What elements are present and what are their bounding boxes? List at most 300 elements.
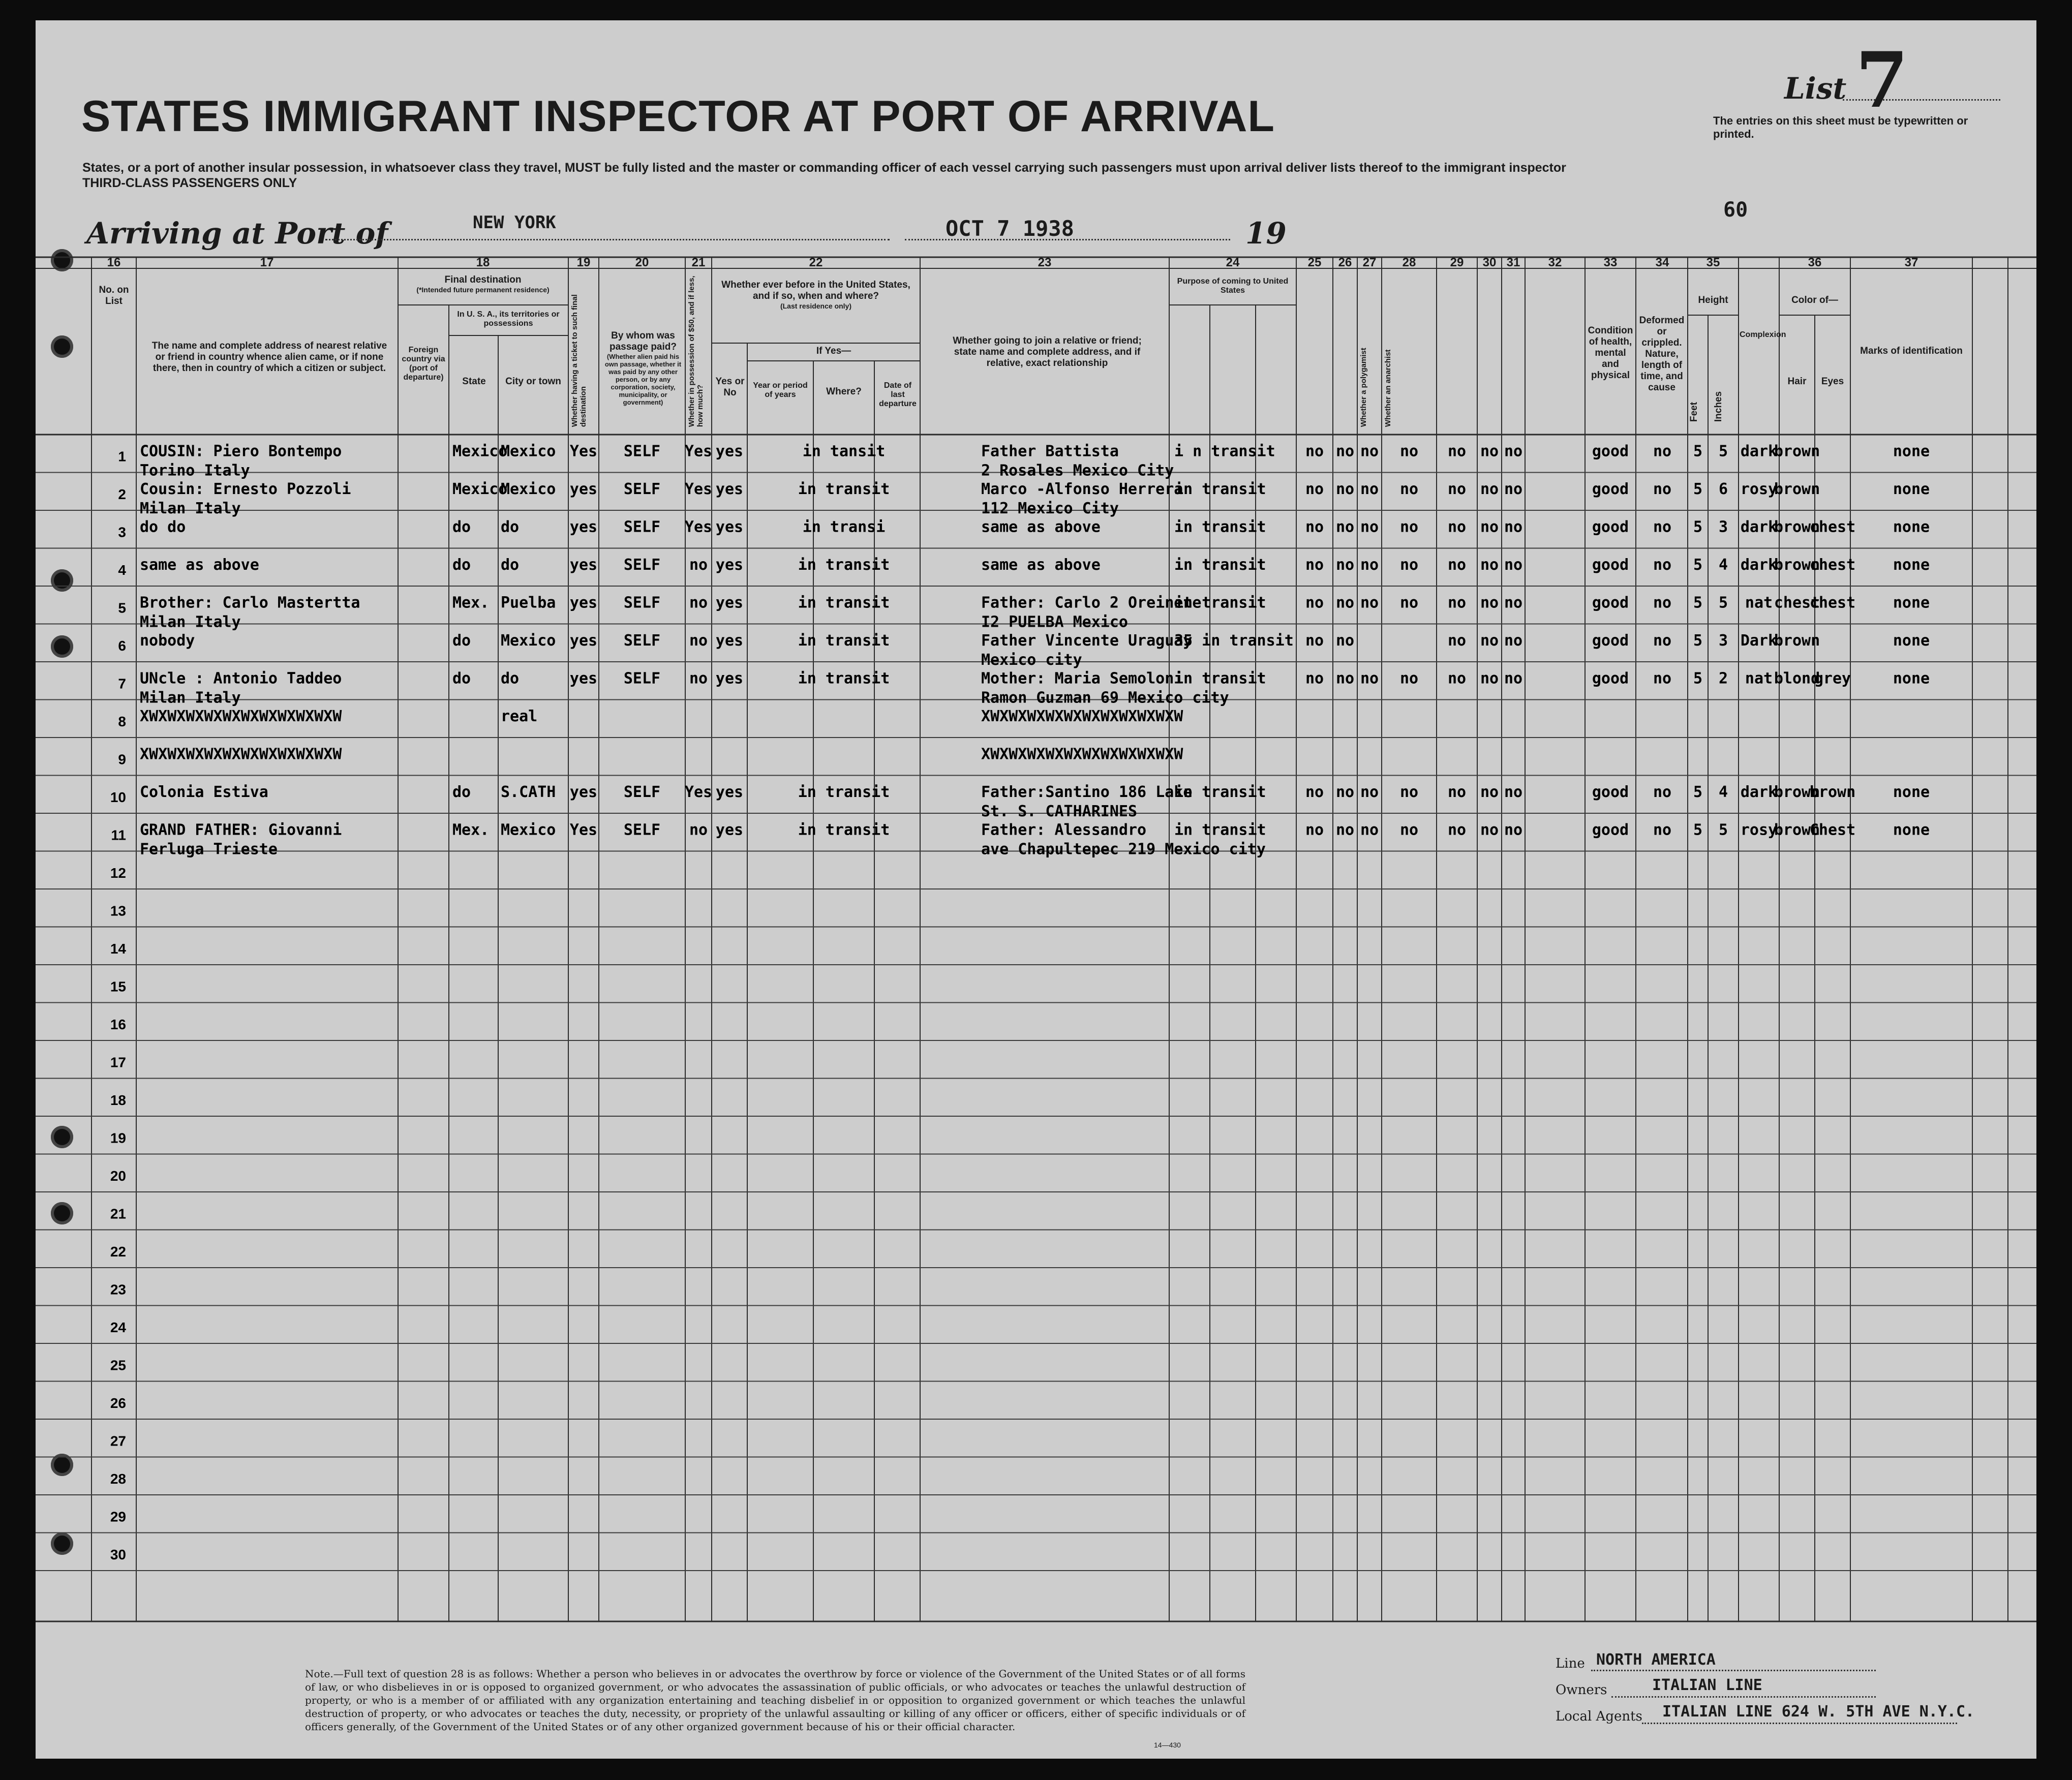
cell-c27: no [1360, 480, 1379, 498]
cell-joining: Father: Alessandro [981, 821, 1147, 839]
header-hair: Hair [1787, 376, 1807, 387]
cell-hair: brown [1774, 783, 1820, 801]
row-number: 7 [118, 676, 126, 692]
row-number: 14 [110, 941, 126, 957]
cell-feet: 5 [1693, 480, 1703, 498]
column-number: 26 [1338, 256, 1352, 269]
dotted-line [1611, 1696, 1876, 1698]
cell-where: in transit [798, 821, 890, 839]
cell-money: no [689, 556, 708, 574]
cell-marks: none [1893, 821, 1930, 839]
cell-where: in transi [802, 518, 886, 536]
column-number: 25 [1307, 256, 1322, 269]
list-note: The entries on this sheet must be typewritten or printed. [1713, 114, 1968, 140]
cell-feet: 5 [1693, 821, 1703, 839]
year-prefix: 19 [1245, 216, 1287, 251]
cell-c25: no [1305, 669, 1324, 688]
cell-money: no [689, 669, 708, 688]
cell-c30: no [1480, 480, 1499, 498]
cell-health: good [1592, 821, 1629, 839]
cell-feet: 5 [1693, 442, 1703, 461]
cell-c31: no [1504, 783, 1523, 801]
cell-c29: no [1447, 556, 1467, 574]
cell-paid: SELF [623, 632, 661, 650]
cell-complexion: Dark [1740, 632, 1778, 650]
cell-city: Mexico [501, 480, 556, 498]
cell-before: yes [715, 821, 744, 839]
cell-relative: XWXWXWXWXWXWXWXWXWXWXW [140, 708, 342, 725]
cell-marks: none [1893, 632, 1930, 650]
header-health: Condition of health, mental and physical [1588, 325, 1633, 381]
cell-money: no [689, 594, 708, 612]
cell-feet: 5 [1693, 632, 1703, 650]
cell-c30: no [1480, 632, 1499, 650]
row-number: 26 [110, 1395, 126, 1411]
cell-marks: none [1893, 669, 1930, 688]
header-yes-or-no: Yes or No [715, 376, 745, 398]
cell-purpose: in transit [1174, 669, 1266, 688]
agents-label: Local Agents [1556, 1709, 1642, 1724]
cell-c27: no [1360, 594, 1379, 612]
cell-hair: brown [1774, 480, 1820, 498]
owners-label: Owners [1556, 1682, 1607, 1698]
line-label: Line [1556, 1656, 1585, 1671]
cell-deformed: no [1653, 632, 1672, 650]
cell-where: in transit [798, 783, 890, 801]
cell-where: in transit [798, 632, 890, 650]
cell-city: Puelba [501, 594, 556, 612]
cell-hair: brown [1774, 556, 1820, 574]
cell-inches: 5 [1718, 442, 1728, 461]
cell-c28: no [1399, 556, 1419, 574]
cell-before: yes [715, 518, 744, 536]
cell-c27: no [1360, 783, 1379, 801]
cell-deformed: no [1653, 783, 1672, 801]
cell-c28: no [1399, 594, 1419, 612]
cell-paid: SELF [623, 594, 661, 612]
cell-c30: no [1480, 518, 1499, 536]
cell-c28: no [1399, 783, 1419, 801]
header-passage [602, 330, 684, 406]
cell-purpose: in transit [1174, 783, 1266, 801]
cell-c28: no [1399, 442, 1419, 461]
cell-city: do [501, 518, 520, 536]
cell-before: yes [715, 480, 744, 498]
cell-c31: no [1504, 442, 1523, 461]
cell-city: do [501, 556, 520, 574]
cell-marks: none [1893, 594, 1930, 612]
column-number: 22 [809, 256, 823, 269]
cell-hair: brown [1774, 632, 1820, 650]
header-in-usa: In U. S. A., its territories or possessions [457, 310, 560, 328]
column-number: 24 [1226, 256, 1240, 269]
cell-relative: nobody [140, 632, 195, 650]
cell-ticket: yes [569, 632, 598, 650]
cell-joining: same as above [981, 556, 1101, 574]
passage-note: (Whether alien paid his own passage, whether it was paid by any other person, or by any corporation, society, municipality, or government) [604, 353, 682, 406]
cell-c31: no [1504, 594, 1523, 612]
cell-c29: no [1447, 783, 1467, 801]
cell-joining2: Mexico city [981, 651, 1082, 669]
cell-city: real [501, 708, 538, 725]
cell-feet: 5 [1693, 594, 1703, 612]
header-feet: Feet [1689, 402, 1699, 422]
cell-before: yes [715, 669, 744, 688]
cell-ticket: yes [569, 669, 598, 688]
row-number: 23 [110, 1281, 126, 1298]
header-city: City or town [505, 376, 561, 387]
cell-complexion: rosy [1740, 480, 1778, 498]
cell-c26: no [1335, 480, 1355, 498]
row-number: 18 [110, 1092, 126, 1108]
header-inches: Inches [1713, 391, 1724, 422]
cell-where: in transit [798, 594, 890, 612]
cell-complexion: dark [1740, 518, 1778, 536]
cell-deformed: no [1653, 594, 1672, 612]
cell-c26: no [1335, 632, 1355, 650]
cell-where: in transit [798, 556, 890, 574]
cell-joining: Mother: Maria Semoloni [981, 669, 1183, 688]
cell-paid: SELF [623, 783, 661, 801]
cell-before: yes [715, 594, 744, 612]
cell-city: Mexico [501, 632, 556, 650]
cell-deformed: no [1653, 821, 1672, 839]
cell-c30: no [1480, 821, 1499, 839]
cell-c27: no [1360, 442, 1379, 461]
cell-state: do [452, 632, 471, 650]
cell-inches: 4 [1718, 783, 1728, 801]
cell-city: Mexico [501, 442, 556, 461]
cell-ticket: yes [569, 480, 598, 498]
cell-purpose: i n transit [1174, 442, 1275, 461]
cell-deformed: no [1653, 480, 1672, 498]
cell-feet: 5 [1693, 518, 1703, 536]
cell-c25: no [1305, 442, 1324, 461]
cell-c31: no [1504, 669, 1523, 688]
cell-relative: GRAND FATHER: Giovanni [140, 821, 342, 839]
cell-state: do [452, 556, 471, 574]
cell-c26: no [1335, 821, 1355, 839]
cell-c27: no [1360, 518, 1379, 536]
cell-state: Mex. [452, 594, 490, 612]
cell-relative: XWXWXWXWXWXWXWXWXWXWXW [140, 745, 342, 763]
list-label: List [1784, 71, 1847, 106]
row-number: 27 [110, 1433, 126, 1449]
cell-feet: 5 [1693, 556, 1703, 574]
header-year-or-period: Year or period of years [753, 381, 808, 399]
cell-city: do [501, 669, 520, 688]
cell-relative2: Milan Italy [140, 613, 241, 631]
cell-c31: no [1504, 821, 1523, 839]
column-number: 34 [1655, 256, 1669, 269]
cell-health: good [1592, 783, 1629, 801]
agents-value: ITALIAN LINE 624 W. 5TH AVE N.Y.C. [1662, 1703, 1975, 1721]
cell-hair: brown [1774, 821, 1820, 839]
column-number: 16 [107, 256, 121, 269]
subtitle-line: States, or a port of another insular possession, in whatsoever class they travel, MUST be fully listed and the master or commanding officer of each vessel carrying such passengers must upon arrival deliver lists thereof to the immigrant inspector [82, 161, 1566, 175]
row-number: 12 [110, 865, 126, 881]
cell-where: in tansit [802, 442, 886, 461]
row-number: 3 [118, 524, 126, 540]
cell-c31: no [1504, 632, 1523, 650]
page-title: STATES IMMIGRANT INSPECTOR AT PORT OF ARRIVAL [81, 92, 1275, 141]
cell-marks: none [1893, 442, 1930, 461]
cell-health: good [1592, 442, 1629, 461]
ever-before-note: (Last residence only) [780, 302, 852, 310]
cell-c25: no [1305, 821, 1324, 839]
cell-health: good [1592, 594, 1629, 612]
cell-inches: 5 [1718, 594, 1728, 612]
owners-value: ITALIAN LINE [1652, 1676, 1762, 1694]
column-number: 33 [1603, 256, 1618, 269]
cell-city: S.CATH [501, 783, 556, 801]
header-marks: Marks of identification [1860, 346, 1963, 356]
column-number: 31 [1506, 256, 1520, 269]
row-number: 17 [110, 1054, 126, 1070]
cell-c25: no [1305, 783, 1324, 801]
cell-state: do [452, 518, 471, 536]
cell-ticket: yes [569, 518, 598, 536]
cell-c26: no [1335, 518, 1355, 536]
row-number: 25 [110, 1357, 126, 1373]
cell-c26: no [1335, 669, 1355, 688]
cell-ticket: yes [569, 556, 598, 574]
cell-paid: SELF [623, 669, 661, 688]
row-number: 1 [118, 448, 126, 465]
cell-joining: same as above [981, 518, 1101, 536]
column-number: 30 [1482, 256, 1497, 269]
column-number: 37 [1904, 256, 1918, 269]
cell-money: Yes [684, 783, 713, 801]
cell-paid: SELF [623, 821, 661, 839]
dotted-line [325, 239, 890, 240]
header-foreign-country: Foreign country via (port of departure) [402, 346, 445, 382]
cell-before: yes [715, 556, 744, 574]
cell-joining2: Ramon Guzman 69 Mexico city [981, 689, 1229, 707]
cell-joining: Father:Santino 186 Lake [981, 783, 1193, 801]
cell-deformed: no [1653, 669, 1672, 688]
cell-eyes: chest [1809, 556, 1856, 574]
cell-c28: no [1399, 669, 1419, 688]
header-purpose: Purpose of coming to United States [1177, 277, 1289, 295]
cell-c29: no [1447, 669, 1467, 688]
cell-paid: SELF [623, 518, 661, 536]
cell-c26: no [1335, 556, 1355, 574]
cell-feet: 5 [1693, 669, 1703, 688]
header-ever-before [714, 280, 918, 310]
cell-c30: no [1480, 594, 1499, 612]
cell-c29: no [1447, 518, 1467, 536]
cell-c31: no [1504, 556, 1523, 574]
column-number: 29 [1450, 256, 1464, 269]
cell-joining2: I2 PUELBA Mexico [981, 613, 1128, 631]
cell-joining2: 112 Mexico City [981, 500, 1119, 517]
cell-money: no [689, 821, 708, 839]
cell-c30: no [1480, 442, 1499, 461]
cell-c25: no [1305, 518, 1324, 536]
header-no-on-list: No. on List [99, 285, 129, 306]
row-number: 19 [110, 1130, 126, 1146]
dotted-line [1591, 1670, 1876, 1671]
cell-ticket: yes [569, 783, 598, 801]
final-destination-note: (*Intended future permanent residence) [416, 286, 550, 294]
cell-before: yes [715, 783, 744, 801]
cell-joining: Marco -Alfonso Herrera [981, 480, 1183, 498]
cell-before: yes [715, 632, 744, 650]
row-number: 10 [110, 789, 126, 805]
cell-relative2: Ferluga Trieste [140, 840, 278, 858]
port-name: NEW YORK [473, 212, 556, 233]
column-number: 23 [1038, 256, 1052, 269]
cell-c25: no [1305, 594, 1324, 612]
header-where: Where? [826, 386, 862, 397]
cell-c30: no [1480, 556, 1499, 574]
row-number: 6 [118, 638, 126, 654]
cell-health: good [1592, 556, 1629, 574]
cell-c25: no [1305, 480, 1324, 498]
cell-before: yes [715, 442, 744, 461]
cell-eyes: Chest [1809, 821, 1856, 839]
cell-c29: no [1447, 442, 1467, 461]
cell-joining2: 2 Rosales Mexico City [981, 462, 1174, 480]
header-color-of: Color of— [1791, 295, 1838, 305]
cell-ticket: yes [569, 594, 598, 612]
cell-relative2: Milan Italy [140, 689, 241, 707]
header-money: Whether in possession of $50, and if less, how much? [687, 275, 705, 427]
cell-c30: no [1480, 669, 1499, 688]
cell-marks: none [1893, 783, 1930, 801]
cell-c30: no [1480, 783, 1499, 801]
subtitle-class: THIRD-CLASS PASSENGERS ONLY [82, 176, 297, 190]
row-number: 5 [118, 600, 126, 616]
row-number: 20 [110, 1168, 126, 1184]
cell-paid: SELF [623, 480, 661, 498]
cell-c28: no [1399, 518, 1419, 536]
cell-inches: 4 [1718, 556, 1728, 574]
cell-purpose: in transit [1174, 518, 1266, 536]
page-subtitle [82, 160, 1709, 191]
header-nearest-relative: The name and complete address of nearest relative or friend in country whence alien came, or if none there, then in country of which a citizen or subject. [151, 341, 387, 374]
cell-health: good [1592, 632, 1629, 650]
cell-money: no [689, 632, 708, 650]
column-number: 27 [1362, 256, 1377, 269]
cell-relative2: Milan Italy [140, 500, 241, 517]
cell-c31: no [1504, 480, 1523, 498]
cell-eyes: chest [1809, 594, 1856, 612]
cell-eyes: brown [1809, 783, 1856, 801]
row-number: 29 [110, 1509, 126, 1525]
row-number: 30 [110, 1547, 126, 1562]
cell-complexion: dark [1740, 783, 1778, 801]
cell-purpose: in transit [1174, 556, 1266, 574]
cell-complexion: dark [1740, 442, 1778, 461]
cell-state: Mexico [452, 480, 508, 498]
cell-complexion: dark [1740, 556, 1778, 574]
cell-inches: 3 [1718, 632, 1728, 650]
row-number: 2 [118, 486, 126, 502]
column-number: 20 [635, 256, 649, 269]
column-number: 28 [1402, 256, 1416, 269]
cell-joining2: St. S. CATHARINES [981, 803, 1138, 820]
cell-marks: none [1893, 480, 1930, 498]
cell-c29: no [1447, 480, 1467, 498]
header-eyes: Eyes [1821, 376, 1844, 387]
header-ticket: Whether having a ticket to such final destination [570, 294, 588, 427]
header-complexion: Complexion [1740, 330, 1786, 339]
cell-inches: 2 [1718, 669, 1728, 688]
cell-state: do [452, 669, 471, 688]
column-number: 19 [576, 256, 591, 269]
page-number: 60 [1723, 198, 1748, 222]
column-number: 21 [691, 256, 706, 269]
cell-relative: UNcle : Antonio Taddeo [140, 669, 342, 688]
cell-joining2: ave Chapultepec 219 Mexico city [981, 840, 1266, 858]
cell-state: Mexico [452, 442, 508, 461]
row-number: 13 [110, 903, 126, 919]
row-number: 8 [118, 714, 126, 729]
cell-relative: Brother: Carlo Mastertta [140, 594, 360, 612]
cell-c25: no [1305, 632, 1324, 650]
cell-money: Yes [684, 518, 713, 536]
cell-money: Yes [684, 442, 713, 461]
row-number: 21 [110, 1206, 126, 1222]
header-final-destination [402, 274, 564, 294]
cell-relative: COUSIN: Piero Bontempo [140, 442, 342, 461]
cell-joining: XWXWXWXWXWXWXWXWXWXWXW [981, 708, 1183, 725]
column-number: 35 [1706, 256, 1720, 269]
cell-health: good [1592, 518, 1629, 536]
cell-hair: brown [1774, 442, 1820, 461]
cell-hair: chest [1774, 594, 1820, 612]
row-number: 28 [110, 1471, 126, 1487]
column-number: 32 [1548, 256, 1562, 269]
header-anarchist: Whether an anarchist [1384, 349, 1392, 427]
cell-relative2: Torino Italy [140, 462, 250, 480]
cell-feet: 5 [1693, 783, 1703, 801]
cell-joining: Father: Carlo 2 Oreinete [981, 594, 1202, 612]
cell-complexion: rosy [1740, 821, 1778, 839]
row-number: 24 [110, 1319, 126, 1335]
column-number: 17 [260, 256, 274, 269]
header-polygamist: Whether a polygamist [1359, 348, 1368, 427]
cell-state: Mex. [452, 821, 490, 839]
manifest-sheet [36, 20, 2036, 1759]
cell-joining: XWXWXWXWXWXWXWXWXWXWXW [981, 745, 1183, 763]
cell-c26: no [1335, 783, 1355, 801]
cell-ticket: Yes [569, 821, 598, 839]
cell-purpose: in transit [1174, 821, 1266, 839]
row-number: 16 [110, 1017, 126, 1032]
dotted-line [1642, 1723, 1957, 1724]
cell-deformed: no [1653, 442, 1672, 461]
row-number: 15 [110, 978, 126, 995]
manifest-table [36, 254, 2036, 1632]
cell-deformed: no [1653, 518, 1672, 536]
column-number: 18 [476, 256, 490, 269]
cell-where: in transit [798, 669, 890, 688]
cell-relative: do do [140, 518, 186, 536]
cell-eyes: grey [1814, 669, 1851, 688]
question-28-note: Note.—Full text of question 28 is as follows: Whether a person who believes in or advocates the overthrow by force or violence of the Government of the United States or of all forms of law, or who disbelieves in or is opposed to organized government, or who advocates the assassination of public officials, or who advocates or teaches the unlawful destruction of property, or who is a member of or affiliated with any organization entertaining and teaching disbelief in or opposition to organized government or which teaches the unlawful destruction of property, or who advocates or teaches the duty, necessity, or propriety of the unlawful assaulting or killing of any officer or officers, either of specific individuals or of officers generally, of the Government of the United States or of any other organized government because of his or their official character. [305, 1668, 1245, 1733]
cell-complexion: nat [1745, 669, 1773, 688]
cell-paid: SELF [623, 556, 661, 574]
ever-before-label: Whether ever before in the United States, and if so, when and where? [721, 280, 910, 301]
cell-relative: Cousin: Ernesto Pozzoli [140, 480, 351, 498]
cell-joining: Father Vincente Uraguay [981, 632, 1193, 650]
cell-c31: no [1504, 518, 1523, 536]
cell-ticket: Yes [569, 442, 598, 461]
cell-c26: no [1335, 442, 1355, 461]
